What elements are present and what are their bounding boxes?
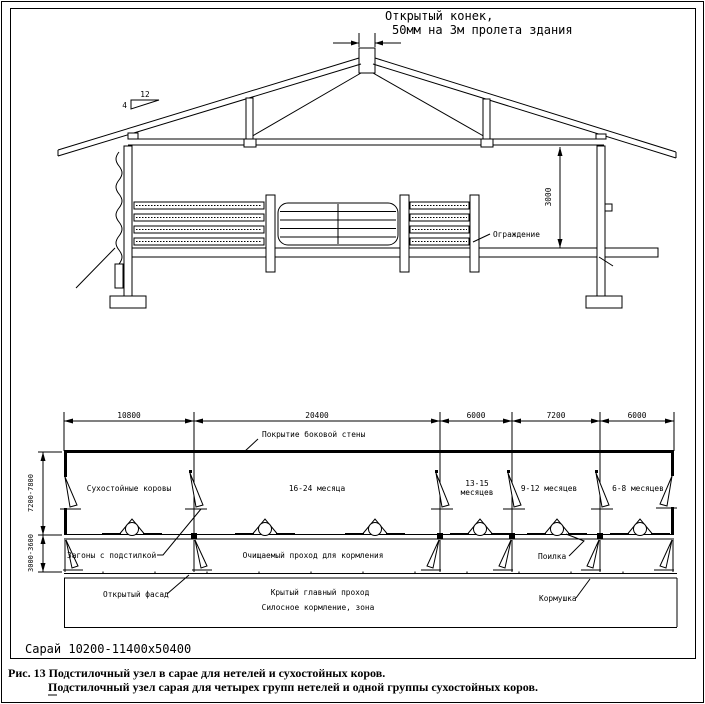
- dim-6000-b: 6000: [627, 411, 647, 420]
- ridge-note-line1: Открытый конек,: [385, 9, 494, 23]
- feeder-line: [64, 572, 677, 579]
- pen-label-6-8: 6-8 месяцев: [612, 484, 664, 493]
- pen-label-13-15-line2: месяцев: [460, 488, 494, 497]
- plan-left-dimensions: [38, 452, 62, 572]
- pen-label-13-15-line1: 13-15: [465, 479, 489, 488]
- drinker-symbol: [527, 519, 587, 536]
- drinker-label: Поилка: [538, 552, 567, 561]
- bedding-label: Загоны с подстилкой: [67, 551, 157, 560]
- ridge-note-line2: 50мм на 3м пролета здания: [392, 23, 573, 37]
- plan-top-dimensions: [64, 412, 674, 451]
- barn-size-label: Сарай 10200-11400х50400: [25, 642, 192, 656]
- ridge-detail: [333, 33, 401, 73]
- drinker-symbol: [610, 519, 670, 536]
- wall-bracket: [605, 204, 612, 211]
- feeder-label: Кормушка: [539, 594, 577, 603]
- floor-lines: [132, 248, 658, 266]
- wall-note-label: Покрытие боковой стены: [262, 430, 366, 439]
- caption-line2: Подстилочный узел сарая для четырех групп нетелей и одной группы сухостойных коров.: [48, 680, 538, 694]
- pen-label-16-24: 16-24 месяца: [288, 484, 346, 493]
- pen-dividers: [185, 453, 613, 534]
- left-dim-upper: 7200-7800: [27, 474, 35, 512]
- plan-walls: [60, 451, 677, 535]
- dim-10800: 10800: [117, 411, 141, 420]
- height-dimension: [558, 147, 563, 248]
- caption-line1: Рис. 13 Подстилочный узел в сарае для нетелей и сухостойных коров.: [8, 666, 386, 680]
- drinker-symbol: [450, 519, 510, 536]
- silage-label: Силосное кормление, зона: [261, 603, 375, 612]
- fence-label: Ограждение: [493, 230, 540, 239]
- main-pass-label: Крытый главный проход: [270, 588, 370, 597]
- feed-table: [599, 248, 658, 266]
- drinker-symbol: [345, 519, 405, 536]
- cross-section: [58, 33, 676, 308]
- facade-label: Открытый фасад: [103, 590, 169, 599]
- pen-label-dry-cows: Сухостойные коровы: [86, 484, 172, 493]
- left-wall-gate: [65, 477, 77, 507]
- dim-7200: 7200: [546, 411, 566, 420]
- slope-rise-value: 4: [122, 101, 127, 110]
- drinker-symbol: [102, 519, 162, 536]
- slope-run-value: 12: [140, 90, 150, 99]
- center-gate: [278, 203, 398, 245]
- curtain-wavy-line: [116, 152, 122, 264]
- open-side-height-dim: 3000: [544, 187, 553, 207]
- pen-label-9-12: 9-12 месяцев: [520, 484, 578, 493]
- drinker-symbol: [235, 519, 295, 536]
- left-dim-lower: 3000-3600: [27, 534, 35, 572]
- dim-6000-a: 6000: [466, 411, 486, 420]
- drawing-texts: [25, 9, 664, 656]
- feed-pass-label: Очищаемый проход для кормления: [242, 551, 384, 560]
- figure-caption: [8, 666, 538, 695]
- slope-symbol: [131, 100, 159, 109]
- dim-20400: 20400: [305, 411, 329, 420]
